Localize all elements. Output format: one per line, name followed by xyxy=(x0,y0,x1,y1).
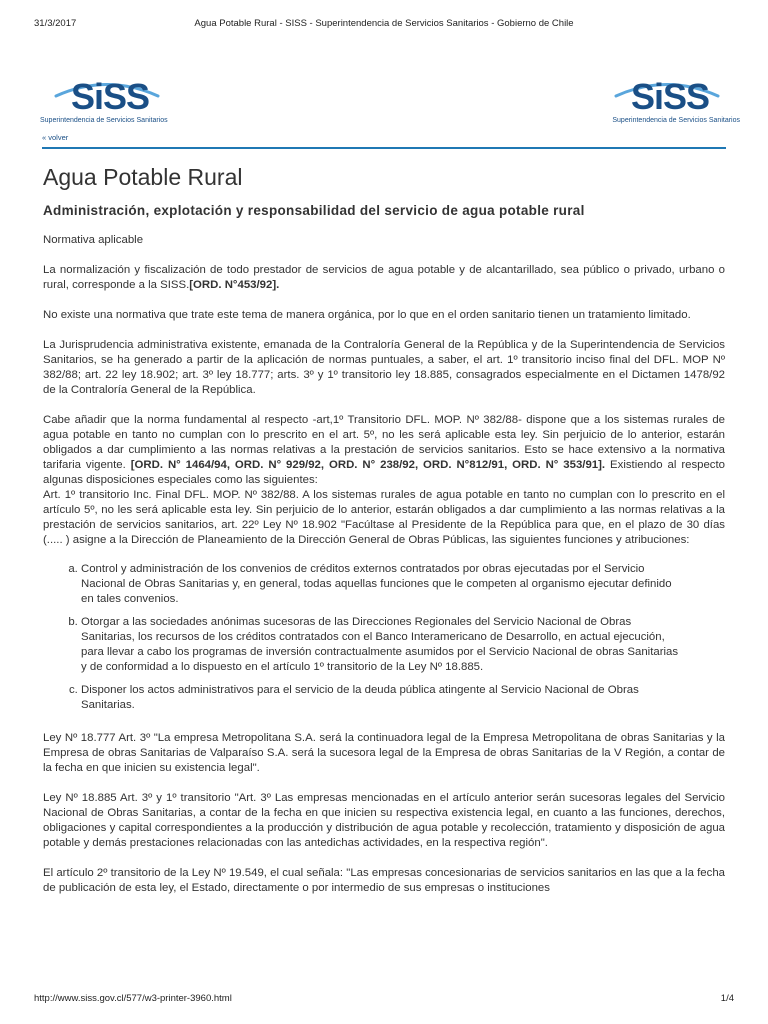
print-footer xyxy=(34,993,734,1007)
list-item: a. Control y administración de los convenios de créditos externos contratados por obras ejecutadas por el Servicio Nacional de Obras Sanitarias y, en general, todas aquellas funciones que le competen al organismo ejecutar definido en tales convenios. xyxy=(81,562,725,607)
paragraph-3: La Jurisprudencia administrativa existente, emanada de la Contraloría General de la República y de la Superintendencia de Servicios Sanitarios, se ha generado a partir de la aplicación de normas puntuales, a saber, el art. 1º transitorio inciso final del DFL. MOP Nº 382/88; art. 22 ley 18.902; art. 3º ley 18.777; arts. 3º y 1º transitorio ley 18.885, consagrados especialmente en el Dictamen 1478/92 de la Contraloría General de la República. xyxy=(43,339,725,396)
paragraph-4-reference: [ORD. N° 1464/94, ORD. N° 929/92, ORD. N° 238/92, ORD. N°812/91, ORD. N° 353/91]. xyxy=(130,459,606,471)
paragraph-6: Ley Nº 18.777 Art. 3º "La empresa Metropolitana S.A. será la continuadora legal de la Empresa Metropolitana de obras Sanitarias y la Empresa de obras Sanitarias de Valparaíso S.A. será la sucesora legal de la Empresa de obras Sanitarias de la V Región, a contar de la fecha en que inicien su existencia legal". xyxy=(43,732,725,774)
list-item: c. Disponer los actos administrativos para el servicio de la deuda pública atingente al Servicio Nacional de Obras Sanitarias. xyxy=(81,683,725,713)
logo-subtitle: Superintendencia de Servicios Sanitarios xyxy=(40,117,168,124)
article xyxy=(43,162,725,911)
siss-logo[interactable] xyxy=(40,78,180,128)
print-date: 31/3/2017 xyxy=(34,18,77,29)
print-header xyxy=(34,18,734,32)
paragraph-1: La normalización y fiscalización de todo prestador de servicios de agua potable y de alcantarillado, sea público o privado, urbano o rural, corresponde a la SISS.[ORD. N°453/92]. xyxy=(43,264,725,291)
print-url: http://www.siss.gov.cl/577/w3-printer-3960.html xyxy=(34,993,232,1004)
back-link[interactable]: « volver xyxy=(42,133,69,142)
page-number: 1/4 xyxy=(720,993,734,1004)
paragraph-4: Cabe añadir que la norma fundamental al respecto -art,1º Transitorio DFL. MOP. Nº 382/88- dispone que a los sistemas rurales de agua potable en tanto no cumplan con lo prescrito en el art. 5º, no les será aplicable esta ley. Sin perjuicio de lo anterior, estarán obligados a dar cumplimiento a las normas relativas a la prestación de servicios sanitarios. Esto se hace extensivo a la normativa tarifaria vigente. [ORD. N° 1464/94, ORD. N° 929/92, ORD. N° 238/92, ORD. N°812/91, ORD. N° 353/91]. Existiendo al respecto algunas disposiciones especiales como las siguientes: xyxy=(43,414,726,486)
paragraph-7: Ley Nº 18.885 Art. 3º y 1º transitorio "Art. 3º Las empresas mencionadas en el artículo anterior serán sucesoras legales del Servicio Nacional de Obras Sanitarias, a contar de la fecha en que inicien su respectiva existencia legal, en cuanto a las funciones, derechos, obligaciones y capital correspondientes a la producción y distribución de agua potable y recolección, tratamiento y disposición de agua potable y demás prestaciones relacionadas con las antedichas actividades, en la respectiva región". xyxy=(43,792,725,849)
logo-wordmark: SiSS xyxy=(70,76,150,117)
section-label: Normativa aplicable xyxy=(43,234,144,246)
header-divider xyxy=(42,147,726,149)
paragraph-2: No existe una normativa que trate este tema de manera orgánica, por lo que en el orden sanitario tienen un tratamiento limitado. xyxy=(43,309,691,321)
page-title: Agua Potable Rural xyxy=(43,164,243,190)
logo-subtitle: Superintendencia de Servicios Sanitarios xyxy=(612,117,740,124)
paragraph-1-reference: [ORD. N°453/92]. xyxy=(189,279,280,291)
siss-logo-secondary xyxy=(600,78,740,128)
functions-list xyxy=(43,562,725,713)
paragraph-5: Art. 1º transitorio Inc. Final DFL. MOP. Nº 382/88. A los sistemas rurales de agua potable en tanto no cumplan con lo prescrito en el artículo 5º, no les será aplicable esta ley. Sin perjuicio de lo anterior, estarán obligados a dar cumplimiento a las normas relativas a la prestación de servicios sanitarios, art. 22º Ley Nº 18.902 "Facúltase al Presidente de la República para que, en el plazo de 30 días (..... ) asigne a la Dirección de Planeamiento de la Dirección General de Obras Públicas, las siguientes funciones y atribuciones: xyxy=(43,489,725,546)
paragraph-8: El artículo 2º transitorio de la Ley Nº 19.549, el cual señala: "Las empresas concesionarias de servicios sanitarios en las que a la fecha de publicación de esta ley, el Estado, directamente o por intermedio de sus empresas o instituciones xyxy=(43,867,725,894)
article-subtitle: Administración, explotación y responsabilidad del servicio de agua potable rural xyxy=(43,203,585,218)
list-item: b. Otorgar a las sociedades anónimas sucesoras de las Direcciones Regionales del Servicio Nacional de Obras Sanitarias, los recursos de los créditos contratados con el Banco Interamericano de Desarrollo, en actual ejecución, para llevar a cabo los programas de inversión contractualmente asumidos por el Servicio Nacional de obras Sanitarias y de conformidad a lo dispuesto en el artículo 1º transitorio de la Ley Nº 18.885. xyxy=(81,615,725,675)
print-page-title: Agua Potable Rural - SISS - Superintendencia de Servicios Sanitarios - Gobierno de Chile xyxy=(194,18,574,29)
logo-wordmark: SiSS xyxy=(630,76,710,117)
